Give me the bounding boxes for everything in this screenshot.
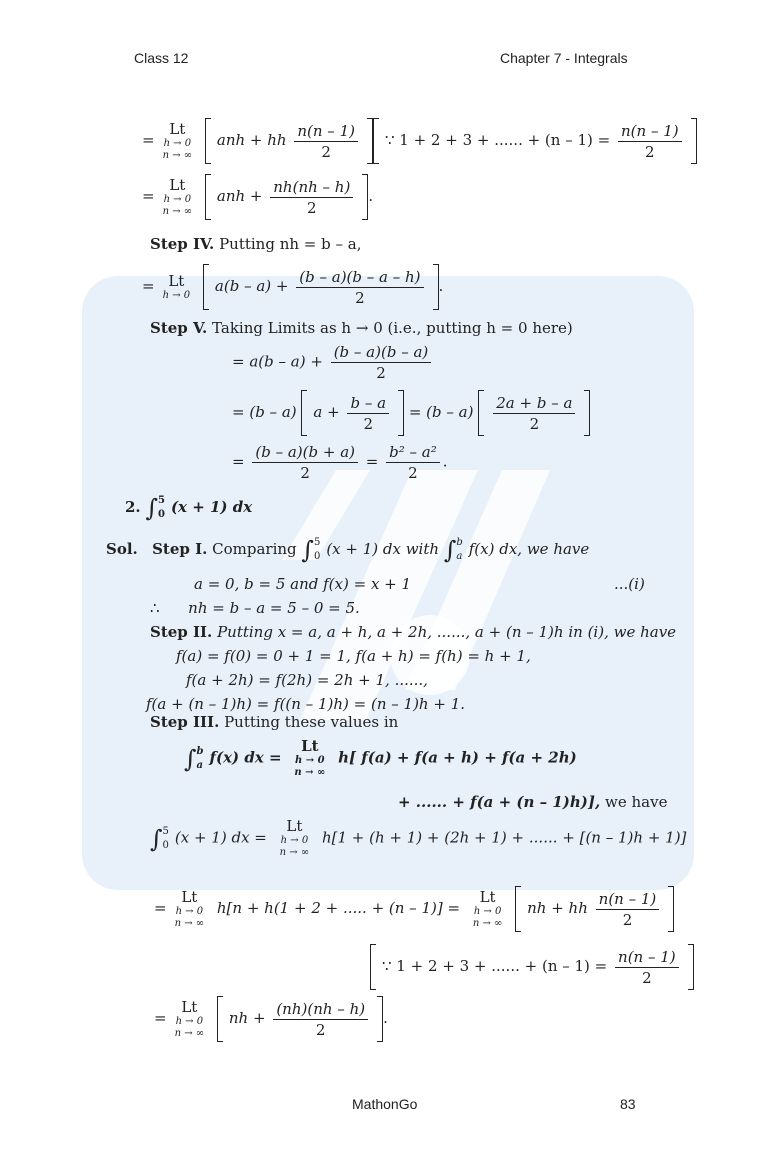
equation-line-9: = Lt h → 0 n → ∞ nh + $\frac{(nh)(nh - h)}{2}$ . <box>154 996 388 1042</box>
integral-definition-cont: + ...... + f(a + (n – 1)h)], we have <box>398 793 668 811</box>
equation-tag-i: ...(i) <box>614 575 645 593</box>
question-2: 2. ∫ 5 0 (x + 1) dx <box>125 494 253 522</box>
equation-line-7: = Lt h → 0 n → ∞ h[n + h(1 + 2 + ..... + (n – 1)] = Lt h → 0 n → ∞ nh + hh $\frac{n(n - 1)}{2}$ <box>154 886 674 932</box>
equation-line-8: ∵ 1 + 2 + 3 + ...... + (n – 1) = $\frac{n(n - 1)}{2}$ <box>370 944 694 990</box>
integral-definition: ∫ b a f(x) dx = Lt h → 0 n → ∞ h[ f(a) + f(a + h) + f(a + 2h) <box>184 737 577 778</box>
header-chapter: Chapter 7 - Integrals <box>500 50 628 66</box>
step-5: Step V. Taking Limits as h → 0 (i.e., putting h = 0 here) <box>150 319 573 337</box>
fa-values: f(a) = f(0) = 0 + 1 = 1, f(a + h) = f(h) = h + 1, <box>176 647 531 665</box>
step-2: Step II. Putting x = a, a + h, a + 2h, ......, a + (n – 1)h in (i), we have <box>150 623 677 641</box>
equation-line-1: = Lt h → 0 n → ∞ anh + hh $\frac{n(n - 1)}{2}$ ∵ 1 + 2 + 3 + ...... + (n – 1) = $\frac{n(n - 1)}{2}$ <box>142 118 697 164</box>
values-abf: a = 0, b = 5 and f(x) = x + 1 <box>194 575 412 593</box>
fa2h-values: f(a + 2h) = f(2h) = 2h + 1, ......, <box>186 671 428 689</box>
equation-line-6: = $\frac{(b - a)(b + a)}{2}$ = $\frac{\text{b² – a²}}{2}$ . <box>232 443 448 482</box>
equation-line-4: = a(b – a) + $\frac{(b - a)(b - a)}{2}$ <box>232 342 434 383</box>
equation-line-2: = Lt h → 0 n → ∞ anh + $\frac{nh(nh - h)}{2}$ . <box>142 174 373 220</box>
substituted-integral: ∫ 5 0 (x + 1) dx = Lt h → 0 n → ∞ h[1 + (h + 1) + (2h + 1) + ...... + [(n – 1)h + 1)] <box>150 817 687 858</box>
fan-values: f(a + (n – 1)h) = f((n – 1)h) = (n – 1)h + 1. <box>146 695 465 713</box>
equation-line-3: = Lt h → 0 a(b – a) + $\frac{(b - a)(b - a - h)}{2}$ . <box>142 264 443 310</box>
header-class: Class 12 <box>134 50 189 66</box>
footer-brand: MathonGo <box>352 1096 418 1112</box>
solution-step-1: Sol. Step I. Comparing ∫ 5 0 (x + 1) dx with ∫ b a f(x) dx, we have <box>106 536 590 564</box>
step-3: Step III. Putting these values in <box>150 713 399 731</box>
equation-line-5: = (b – a) a + $\frac{b - a}{2}$ = (b – a) $\frac{2a + b - a}{2}$ <box>232 390 590 436</box>
step-4: Step IV. Putting nh = b – a, <box>150 235 362 253</box>
page-number: 83 <box>620 1096 636 1112</box>
nh-equation: ∴ nh = b – a = 5 – 0 = 5. <box>150 599 360 617</box>
